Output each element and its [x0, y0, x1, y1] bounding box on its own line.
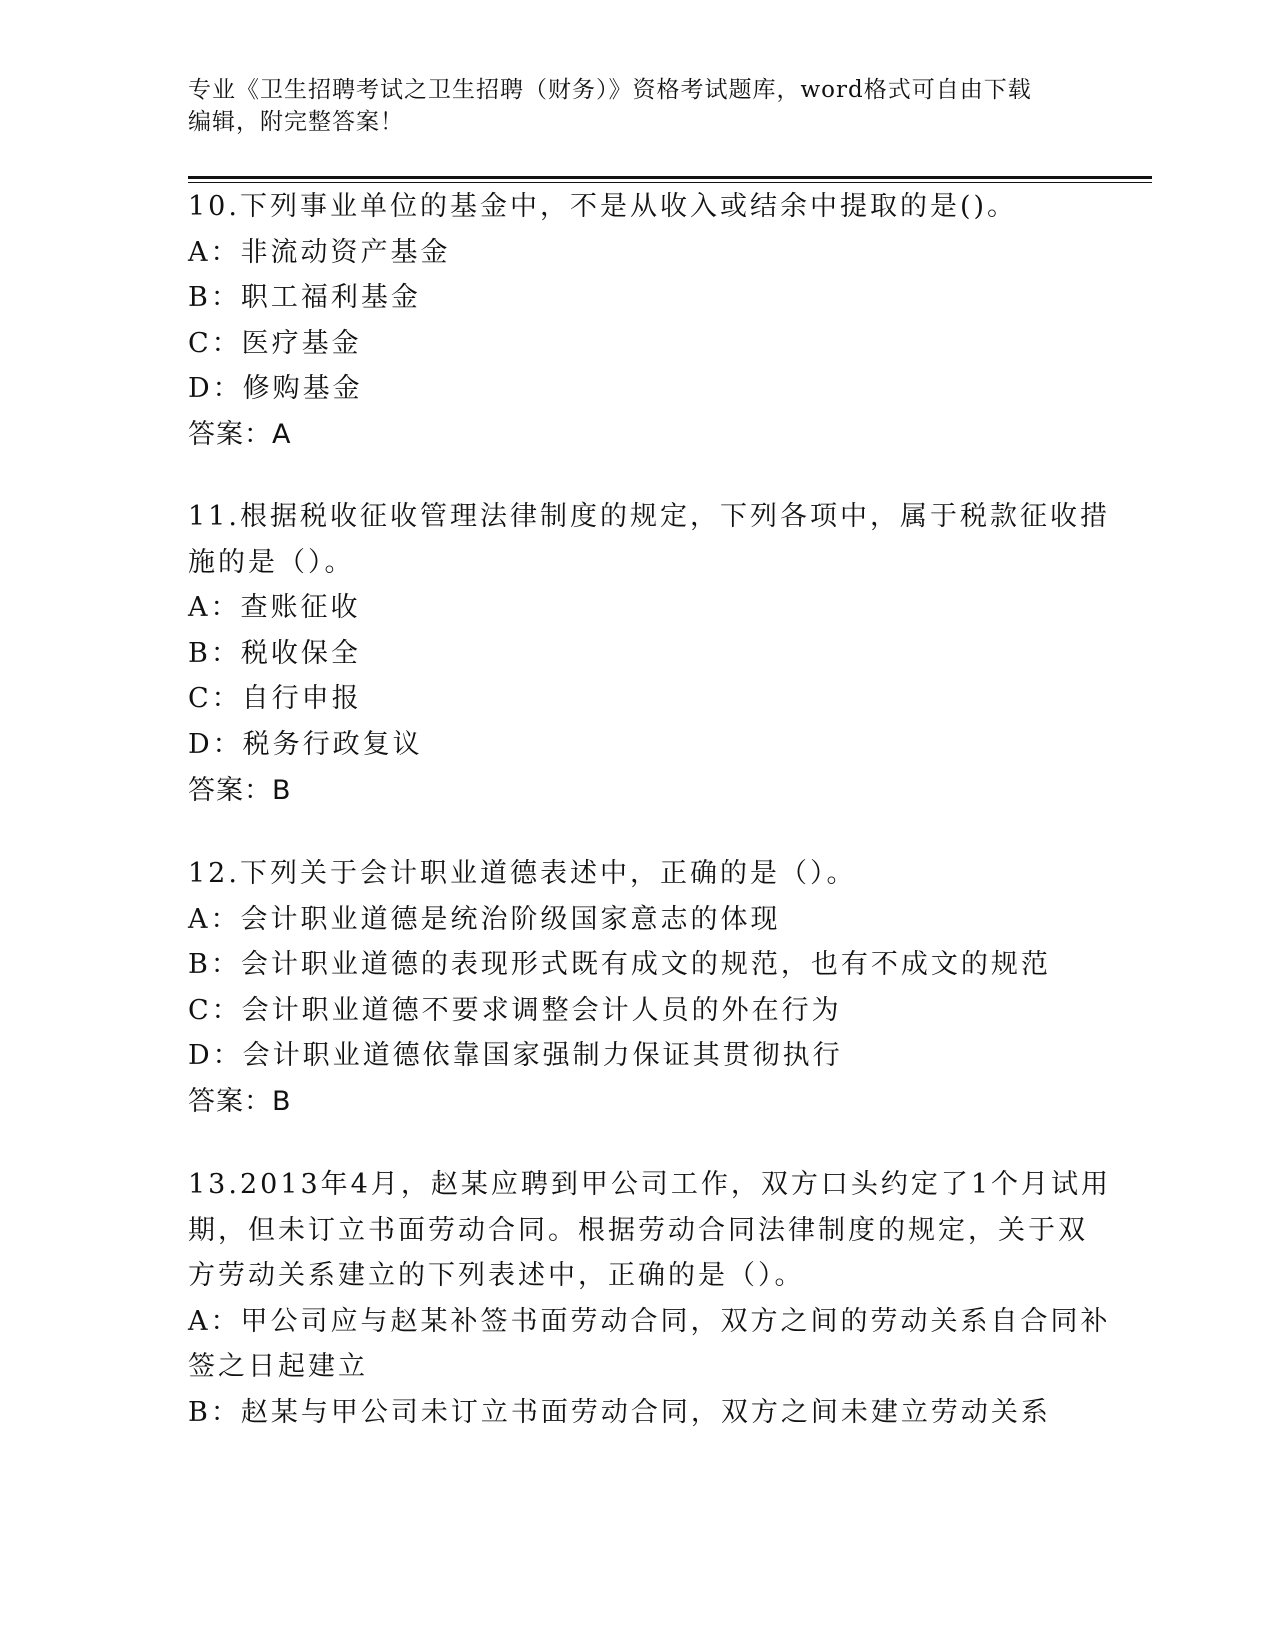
- header-divider-thin: [188, 182, 1152, 183]
- question-stem: 12.下列关于会计职业道德表述中，正确的是（）。: [188, 858, 857, 889]
- option-c: C：会计职业道德不要求调整会计人员的外在行为: [188, 994, 842, 1026]
- option-b: B：会计职业道德的表现形式既有成文的规范，也有不成文的规范: [188, 949, 1051, 981]
- option-b: B：税收保全: [188, 637, 361, 669]
- question-stem-line-2: 期，但未订立书面劳动合同。根据劳动合同法律制度的规定，关于双: [188, 1214, 1088, 1246]
- option-d: D：税务行政复议: [188, 728, 423, 760]
- question-10: [188, 184, 1088, 458]
- option-a-continued: 签之日起建立: [188, 1351, 368, 1383]
- question-stem-line-1: 13.2013年4月，赵某应聘到甲公司工作，双方口头约定了1个月试用: [188, 1169, 1112, 1200]
- option-d: D：修购基金: [188, 373, 363, 405]
- question-stem: 10.下列事业单位的基金中，不是从收入或结余中提取的是()。: [188, 191, 1018, 222]
- option-a: A：查账征收: [188, 592, 361, 624]
- question-stem-line-2: 施的是（）。: [188, 546, 355, 578]
- question-13: [188, 1162, 1112, 1436]
- document-header: [188, 74, 1088, 138]
- option-c: C：医疗基金: [188, 327, 362, 359]
- option-c: C：自行申报: [188, 683, 362, 715]
- answer: 答案：B: [188, 774, 292, 806]
- question-stem-line-1: 11.根据税收征收管理法律制度的规定，下列各项中，属于税款征收措: [188, 501, 1110, 532]
- option-b: B：赵某与甲公司未订立书面劳动合同，双方之间未建立劳动关系: [188, 1396, 1051, 1428]
- header-line-1: 专业《卫生招聘考试之卫生招聘（财务）》资格考试题库，word格式可自由下载: [188, 77, 1032, 103]
- option-a: A：甲公司应与赵某补签书面劳动合同，双方之间的劳动关系自合同补: [188, 1305, 1111, 1337]
- option-a: A：会计职业道德是统治阶级国家意志的体现: [188, 903, 781, 935]
- question-stem-line-3: 方劳动关系建立的下列表述中，正确的是（）。: [188, 1260, 805, 1292]
- option-b: B：职工福利基金: [188, 282, 421, 314]
- header-divider-thick: [188, 176, 1152, 179]
- option-a: A：非流动资产基金: [188, 236, 451, 268]
- question-12: [188, 851, 1088, 1125]
- question-11: [188, 494, 1110, 813]
- option-d: D：会计职业道德依靠国家强制力保证其贯彻执行: [188, 1040, 843, 1072]
- header-line-2: 编辑，附完整答案！: [188, 109, 404, 135]
- answer: 答案：B: [188, 1085, 292, 1117]
- answer: 答案：A: [188, 418, 292, 450]
